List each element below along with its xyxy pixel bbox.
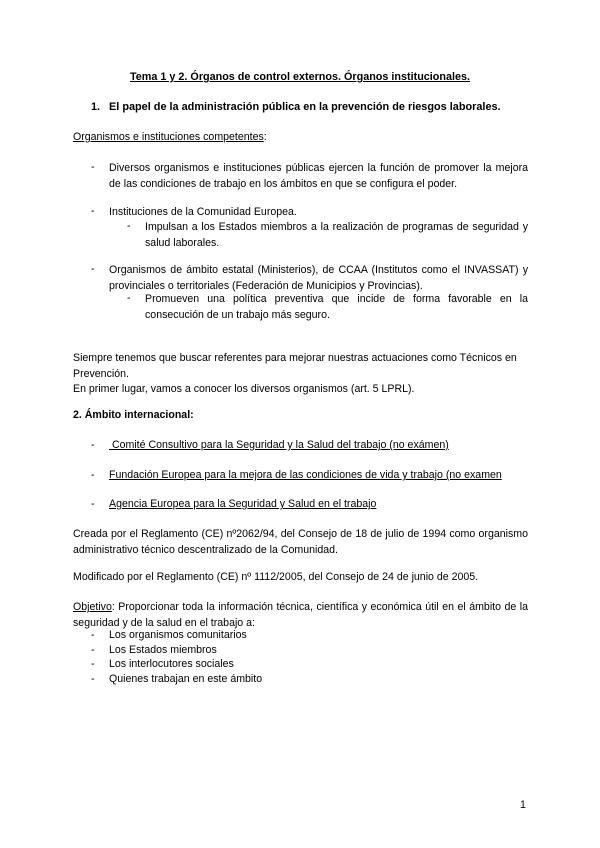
list-item-text: Los interlocutores sociales — [109, 658, 234, 670]
list-item-text: Diversos organismos e instituciones públicas ejercen la función de promover la mejora de las condiciones de trabajo en los ámbitos en que se configura el poder. — [109, 162, 528, 190]
list-item-text: Instituciones de la Comunidad Europea. — [109, 206, 297, 218]
list-dash: - — [127, 220, 131, 232]
list-dash: - — [91, 644, 95, 656]
paragraph: Modificado por el Reglamento (CE) nº 1112/2005, del Consejo de 24 de junio de 2005. — [73, 571, 479, 583]
list-item-text: Organismos de ámbito estatal (Ministerios), de CCAA (Institutos como el INVASSAT) y provinciales o territoriales (Federación de Municipios y Provincias). — [109, 264, 528, 292]
list-dash: - — [91, 469, 95, 481]
organismos-label — [73, 131, 267, 143]
list-dash: - — [91, 673, 95, 685]
document-title: Tema 1 y 2. Órganos de control externos. Órganos institucionales. — [130, 71, 470, 83]
list-item-text: Comité Consultivo para la Seguridad y la Salud del trabajo (no exámen) — [109, 439, 449, 451]
objetivo-paragraph — [73, 600, 528, 631]
objetivo-label: Objetivo — [73, 601, 112, 613]
list-item-text: Quienes trabajan en este ámbito — [109, 673, 263, 685]
list-dash: - — [91, 658, 95, 670]
organismos-colon: : — [263, 131, 267, 143]
paragraph-text: En primer lugar, vamos a conocer los diversos organismos (art. 5 LPRL). — [73, 383, 415, 395]
paragraph: Creada por el Reglamento (CE) nº2062/94, del Consejo de 18 de julio de 1994 como organismo administrativo técnico descentralizado de la Comunidad. — [73, 528, 528, 556]
objetivo-text: : Proporcionar toda la información técnica, científica y económica útil en el ámbito de la seguridad y de la salud en el trabajo a: — [73, 601, 528, 629]
list-item-text: Fundación Europea para la mejora de las condiciones de vida y trabajo (no examen — [109, 469, 502, 481]
list-dash: - — [91, 498, 95, 510]
list-item-text: Los organismos comunitarios — [109, 629, 247, 641]
section-1-number: 1. — [91, 101, 101, 113]
section-1-heading — [91, 101, 501, 113]
list-item-text: Agencia Europea para la Seguridad y Salud en el trabajo — [109, 498, 377, 510]
list-dash: - — [91, 161, 95, 173]
list-item-text: Los Estados miembros — [109, 644, 217, 656]
sub-list-item-text: Impulsan a los Estados miembros a la realización de programas de seguridad y salud laborales. — [145, 221, 528, 249]
organismos-label-text: Organismos e instituciones competentes — [73, 131, 264, 143]
paragraph-text: Siempre tenemos que buscar referentes para mejorar nuestras actuaciones como Técnicos en Prevención. — [73, 352, 517, 380]
section-1-title: El papel de la administración pública en la prevención de riesgos laborales. — [109, 101, 501, 113]
list-dash: - — [91, 205, 95, 217]
paragraph — [73, 351, 528, 398]
list-dash: - — [91, 439, 95, 451]
list-dash: - — [91, 263, 95, 275]
section-2-heading: 2. Ámbito internacional: — [73, 409, 194, 421]
sub-list-item-text: Promueven una política preventiva que incide de forma favorable en la consecución de un trabajo más seguro. — [145, 293, 528, 321]
list-dash: - — [127, 292, 131, 304]
page-number: 1 — [520, 799, 526, 811]
list-dash: - — [91, 629, 95, 641]
